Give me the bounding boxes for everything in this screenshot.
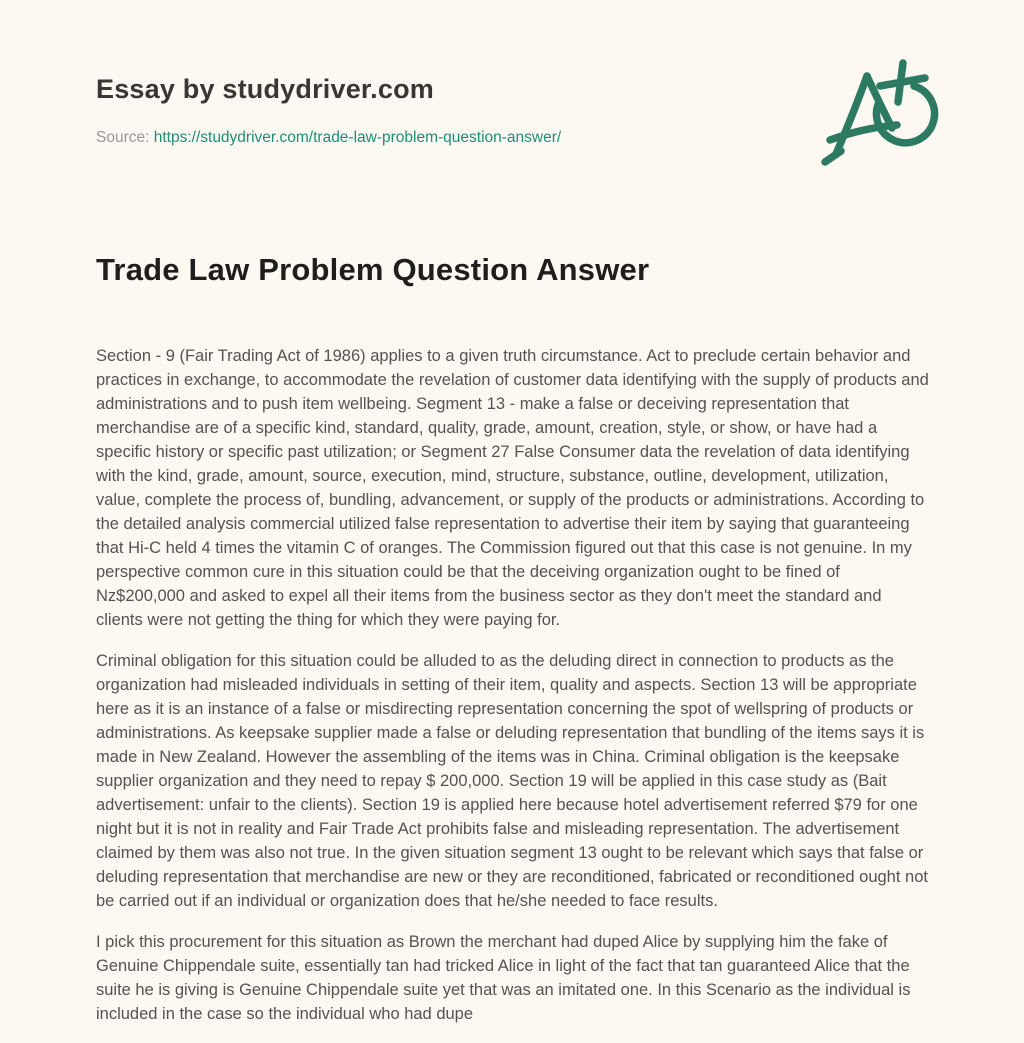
site-title: Essay by studydriver.com xyxy=(96,74,434,104)
source-url-link[interactable]: https://studydriver.com/trade-law-problem-question-answer/ xyxy=(153,129,562,146)
source-line xyxy=(96,129,796,147)
source-label: Source: xyxy=(96,129,150,146)
article-paragraph: Criminal obligation for this situation could be alluded to as the deluding direct in connection to products as the organization had misleaded individuals in setting of their item, quality and aspects. Section 13 will be appropriate here as it is an instance of a false or misdirecting representation concerning the spot of wellspring of products or administrations. As keepsake supplier made a false or deluding representation that bundling of the items says it is made in New Zealand. However the assembling of the items was in China. Criminal obligation is the keepsake supplier organization and they need to repay $ 200,000. Section 19 will be applied in this case study as (Bait advertisement: unfair to the clients). Section 19 is applied here because hotel advertisement referred $79 for one night but it is not in reality and Fair Trade Act prohibits false and misleading representation. The advertisement claimed by them was also not true. In the given situation segment 13 ought to be relevant which says that false or deluding representation that merchandise are new or they are reconditioned, fabricated or reconditioned ought not be carried out if an individual or organization does that he/she needed to face results. xyxy=(96,652,928,910)
article-paragraph: I pick this procurement for this situation as Brown the merchant had duped Alice by supplying him the fake of Genuine Chippendale suite, essentially tan had tricked Alice in light of the fact that tan guaranteed Alice that the suite he is giving is Genuine Chippendale suite yet that was an imitated one. In this Scenario as the individual is included in the case so the individual who had dupe xyxy=(96,933,911,1023)
article-paragraph: Section - 9 (Fair Trading Act of 1986) applies to a given truth circumstance. Act to preclude certain behavior and practices in exchange, to accommodate the revelation of customer data identifying with the supply of products and administrations and to push item wellbeing. Segment 13 - make a false or deceiving representation that merchandise are of a specific kind, standard, quality, grade, amount, creation, style, or show, or have had a specific history or specific past utilization; or Segment 27 False Consumer data the revelation of data identifying with the kind, grade, amount, source, execution, mind, structure, substance, outline, development, utilization, value, complete the process of, bundling, advancement, or supply of the products or administrations. According to the detailed analysis commercial utilized false representation to advertise their item by saying that guaranteeing that Hi-C held 4 times the vitamin C of oranges. The Commission figured out that this case is not genuine. In my perspective common cure in this situation could be that the deceiving organization ought to be fined of Nz$200,000 and asked to expel all their items from the business sector as they don't meet the standard and clients were not getting the thing for which they were paying for. xyxy=(96,347,929,629)
article-title: Trade Law Problem Question Answer xyxy=(96,252,650,287)
a-plus-logo-icon xyxy=(800,50,980,190)
page-header xyxy=(96,74,796,147)
article-body xyxy=(96,344,930,1043)
